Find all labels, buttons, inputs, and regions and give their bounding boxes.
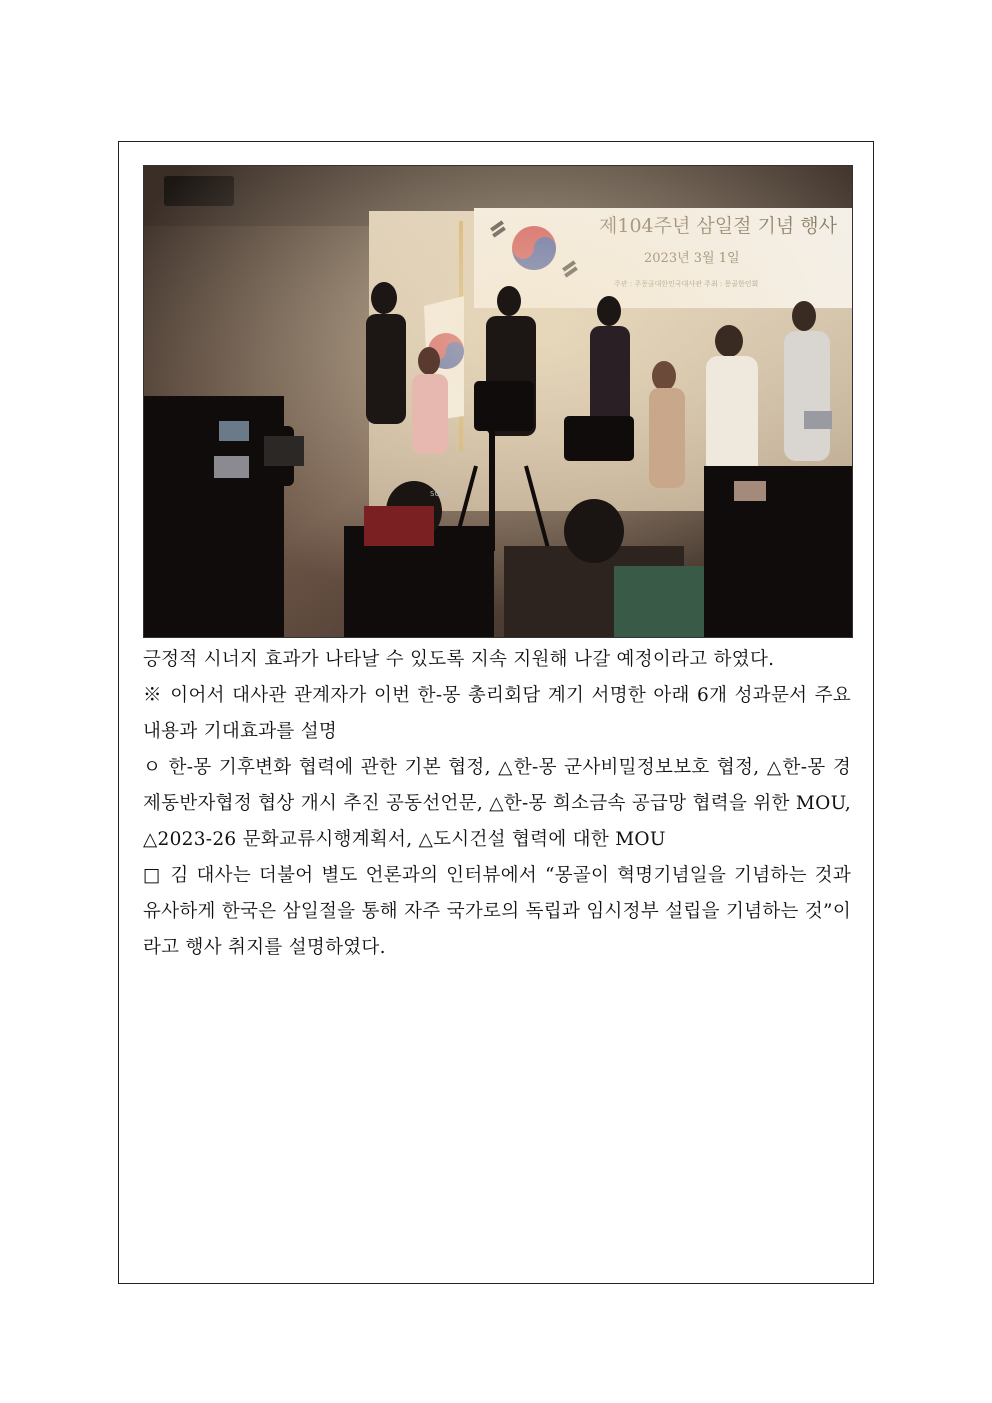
paragraph-3: ㅇ 한-몽 기후변화 협력에 관한 기본 협정, △한-몽 군사비밀정보보호 협정, △한-몽 경제동반자협정 협상 개시 추진 공동선언문, △한-몽 희소금속 공급망 협력을 위한 MOU, △2023-26 문화교류시행계획서, △도시건설 협력에 대한 MOU — [143, 757, 851, 850]
camera-brand: SONY — [430, 490, 450, 498]
paragraph-2: ※ 이어서 대사관 관계자가 이번 한-몽 총리회담 계기 서명한 아래 6개 성과문서 주요 내용과 기대효과를 설명 — [143, 685, 851, 742]
document-frame — [118, 141, 874, 1284]
body-text — [143, 642, 851, 966]
event-photo — [143, 165, 853, 638]
paragraph-4: □ 김 대사는 더불어 별도 언론과의 인터뷰에서 “몽골이 혁명기념일을 기념하는 것과 유사하게 한국은 삼일절을 통해 자주 국가로의 독립과 임시정부 설립을 기념하는 것”이라고 행사 취지를 설명하였다. — [143, 865, 851, 958]
paragraph-1: 긍정적 시너지 효과가 나타날 수 있도록 지속 지원해 나갈 예정이라고 하였다. — [143, 649, 775, 670]
